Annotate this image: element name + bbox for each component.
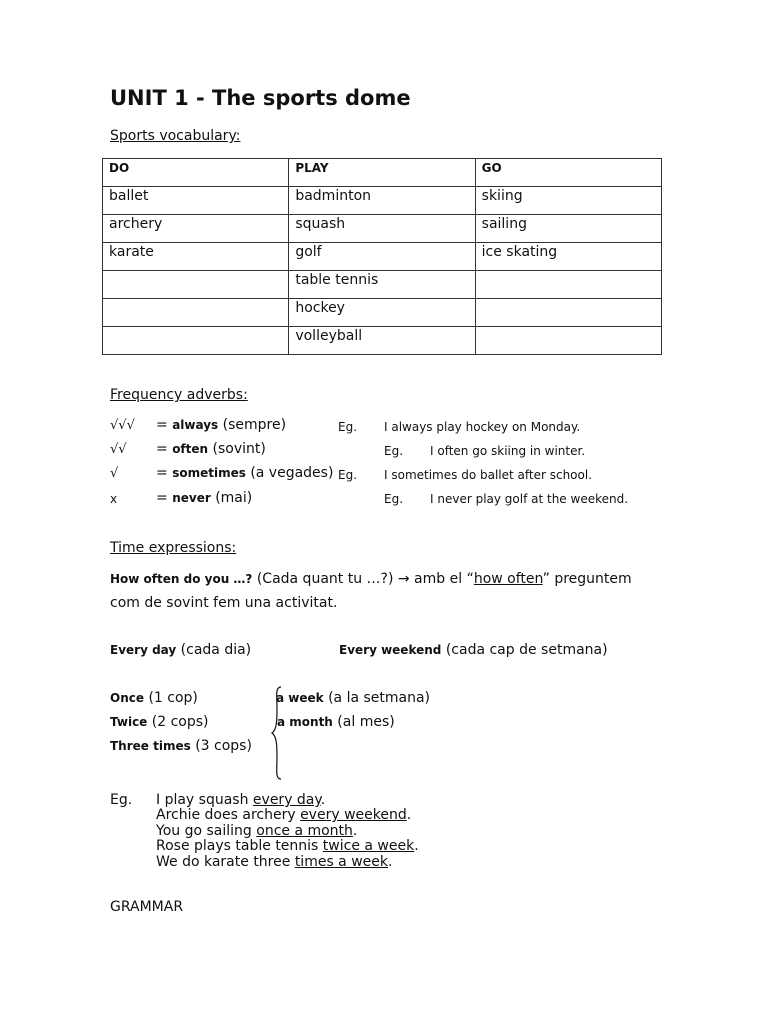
frequency-symbol: x <box>110 492 118 506</box>
table-cell: volleyball <box>289 327 475 355</box>
table-cell: ballet <box>103 187 289 215</box>
frequency-heading: Frequency adverbs: <box>110 387 248 403</box>
once-bold: Once <box>110 691 144 705</box>
example-text: Archie does archery <box>156 807 301 823</box>
example-text: Rose plays table tennis <box>156 838 323 854</box>
equals-sign: = <box>156 490 168 506</box>
example-line <box>156 838 419 854</box>
question-text: amb el “ <box>409 571 474 587</box>
example-text: We do karate three <box>156 854 295 870</box>
table-cell: squash <box>289 215 475 243</box>
frequency-symbol: √√√ <box>110 418 135 433</box>
question-translation: (Cada quant tu …?) <box>252 571 398 587</box>
example-underlined: twice a week <box>322 838 415 854</box>
page-title: UNIT 1 - The sports dome <box>110 86 411 110</box>
example-sentence: I often go skiing in winter. <box>430 444 586 458</box>
frequency-symbol: √ <box>110 466 119 481</box>
adverb-translation: (mai) <box>215 490 253 506</box>
table-row <box>103 271 662 299</box>
frequency-symbol: √√ <box>110 442 127 457</box>
example-underlined: once a month <box>256 823 353 839</box>
column-header-play: PLAY <box>289 159 475 187</box>
vocab-heading: Sports vocabulary: <box>110 128 241 144</box>
example-underlined: every day <box>252 792 321 808</box>
table-cell: archery <box>103 215 289 243</box>
table-cell <box>103 327 289 355</box>
question-bold: How often do you …? <box>110 572 253 586</box>
table-cell: golf <box>289 243 475 271</box>
a-month-translation: (al mes) <box>332 714 395 730</box>
arrow-right-icon: → <box>397 571 410 587</box>
example-underlined: times a week <box>294 854 388 870</box>
column-header-do: DO <box>103 159 289 187</box>
twice <box>110 714 209 730</box>
example-line <box>156 807 411 823</box>
every-weekend <box>339 642 608 658</box>
frequency-adverb <box>156 441 266 457</box>
table-row <box>103 215 662 243</box>
adverb-word: often <box>172 442 209 456</box>
table-cell <box>475 299 661 327</box>
example-sentence: I never play golf at the weekend. <box>430 492 629 506</box>
a-week-bold: a week <box>276 691 324 705</box>
example-sentence: I always play hockey on Monday. <box>384 420 581 434</box>
example-label: Eg. <box>384 492 404 506</box>
how-often-question <box>110 571 632 587</box>
table-cell: sailing <box>475 215 661 243</box>
every-day <box>110 642 251 658</box>
equals-sign: = <box>156 417 168 433</box>
example-text: . <box>352 823 358 839</box>
example-text: . <box>414 838 419 854</box>
three-times-bold: Three times <box>110 739 191 753</box>
question-text: ” preguntem <box>542 571 632 587</box>
three-times-translation: (3 cops) <box>190 738 252 754</box>
a-week-translation: (a la setmana) <box>323 690 431 706</box>
frequency-adverb <box>156 465 333 481</box>
table-cell <box>103 299 289 327</box>
example-line <box>156 792 325 808</box>
example-text: . <box>406 807 412 823</box>
adverb-word: sometimes <box>172 466 246 480</box>
table-cell: skiing <box>475 187 661 215</box>
example-text: You go sailing <box>156 823 257 839</box>
table-cell: table tennis <box>289 271 475 299</box>
a-month <box>277 714 395 730</box>
table-row <box>103 327 662 355</box>
every-day-translation: (cada dia) <box>176 642 252 658</box>
adverb-word: always <box>172 418 219 432</box>
adverb-translation: (sovint) <box>212 441 266 457</box>
example-underlined: every weekend <box>300 807 407 823</box>
example-text: . <box>388 854 393 870</box>
example-label: Eg. <box>384 444 404 458</box>
three-times <box>110 738 252 754</box>
adverb-word: never <box>172 491 211 505</box>
adverb-translation: (a vegades) <box>250 465 334 481</box>
table-row <box>103 299 662 327</box>
frequency-adverb <box>156 490 252 506</box>
table-row <box>103 243 662 271</box>
twice-translation: (2 cops) <box>147 714 209 730</box>
every-weekend-translation: (cada cap de setmana) <box>441 642 608 658</box>
table-header-row <box>103 159 662 187</box>
adverb-translation: (sempre) <box>222 417 287 433</box>
table-row <box>103 187 662 215</box>
equals-sign: = <box>156 465 168 481</box>
every-weekend-bold: Every weekend <box>339 643 442 657</box>
example-text: . <box>320 792 326 808</box>
table-cell <box>475 271 661 299</box>
example-label: Eg. <box>338 468 358 482</box>
table-cell: karate <box>103 243 289 271</box>
every-day-bold: Every day <box>110 643 177 657</box>
once <box>110 690 198 706</box>
a-week <box>276 690 430 706</box>
sports-vocabulary-table <box>102 158 662 355</box>
table-cell: hockey <box>289 299 475 327</box>
how-often-question-line2: com de sovint fem una activitat. <box>110 595 338 611</box>
once-translation: (1 cop) <box>144 690 198 706</box>
table-cell: badminton <box>289 187 475 215</box>
grammar-heading: GRAMMAR <box>110 899 184 915</box>
column-header-go: GO <box>475 159 661 187</box>
example-line <box>156 854 392 870</box>
example-line <box>156 823 357 839</box>
table-cell <box>103 271 289 299</box>
question-underlined: how often <box>473 571 543 587</box>
table-cell: ice skating <box>475 243 661 271</box>
example-label: Eg. <box>338 420 358 434</box>
table-cell <box>475 327 661 355</box>
examples-label: Eg. <box>110 792 133 808</box>
time-expressions-heading: Time expressions: <box>110 540 237 556</box>
twice-bold: Twice <box>110 715 148 729</box>
equals-sign: = <box>156 441 168 457</box>
example-sentence: I sometimes do ballet after school. <box>384 468 593 482</box>
example-text: I play squash <box>156 792 253 808</box>
frequency-adverb <box>156 417 286 433</box>
a-month-bold: a month <box>277 715 333 729</box>
